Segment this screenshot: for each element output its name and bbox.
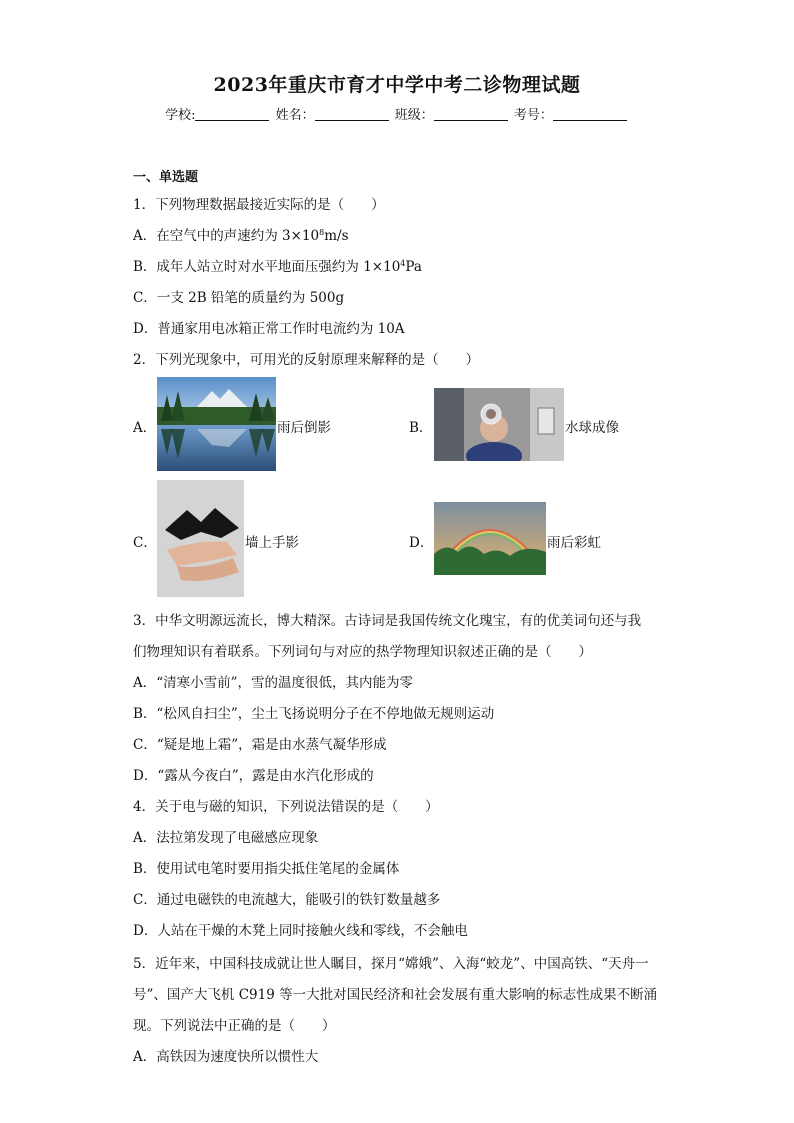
q3-stem-line2: 们物理知识有着联系。下列词句与对应的热学物理知识叙述正确的是（ ） [133, 644, 592, 660]
student-info-line [0, 104, 794, 123]
q2-option-c-text: 墙上手影 [245, 535, 299, 551]
q4-option-d: D．人站在干燥的木凳上同时接触火线和零线，不会触电 [133, 923, 468, 939]
school-label: 学校: [165, 108, 196, 123]
q1-option-d: D．普通家用电冰箱正常工作时电流约为 10A [133, 321, 405, 337]
q1-stem: 1．下列物理数据最接近实际的是（ ） [133, 197, 385, 213]
q3-option-a: A．“清寒小雪前”，雪的温度很低，其内能为零 [133, 675, 414, 691]
q3-option-d: D．“露从今夜白”，露是由水汽化形成的 [133, 768, 374, 784]
q5-option-a: A．高铁因为速度快所以惯性大 [133, 1049, 319, 1065]
q5-stem-line1: 5．近年来，中国科技成就让世人瞩目，探月“嫦娥”、入海“蛟龙”、中国高铁、“天舟一 [133, 956, 649, 972]
name-label: 姓名： [275, 108, 315, 123]
q4-option-a: A．法拉第发现了电磁感应现象 [133, 830, 319, 846]
reflection-photo [157, 377, 276, 471]
hand-shadow-photo [157, 480, 244, 597]
q2-option-a-letter: A． [133, 420, 157, 436]
q2-option-b-text: 水球成像 [565, 420, 619, 436]
q2-option-b-letter: B． [409, 420, 433, 436]
section-heading: 一、单选题 [133, 170, 199, 185]
q1-option-a: A．在空气中的声速约为 $3\times 10^8m/s$ [133, 228, 349, 244]
q3-option-c: C．“疑是地上霜”，霜是由水蒸气凝华形成 [133, 737, 387, 753]
q3-option-b: B．“松风自扫尘”，尘土飞扬说明分子在不停地做无规则运动 [133, 706, 495, 722]
exam-number-label: 考号： [513, 108, 553, 123]
rainbow-photo [434, 502, 546, 575]
exam-number-blank [553, 108, 627, 121]
q4-stem: 4．关于电与磁的知识，下列说法错误的是（ ） [133, 799, 439, 815]
q2-option-a-text: 雨后倒影 [277, 420, 331, 436]
class-label: 班级： [394, 108, 434, 123]
q5-stem-line3: 现。下列说法中正确的是（ ） [133, 1018, 336, 1034]
q4-option-b: B．使用试电笔时要用指尖抵住笔尾的金属体 [133, 861, 400, 877]
water-ball-photo [434, 388, 564, 461]
q3-stem-line1: 3．中华文明源远流长，博大精深。古诗词是我国传统文化瑰宝，有的优美词句还与我 [133, 613, 642, 629]
q2-option-d-text: 雨后彩虹 [547, 535, 601, 551]
class-blank [434, 108, 508, 121]
q1-option-b: B．成年人站立时对水平地面压强约为 $1\times 10^4Pa$ [133, 259, 422, 275]
school-blank [195, 108, 269, 121]
q2-option-c-letter: C． [133, 535, 157, 551]
page-title: 2023年重庆市育才中学中考二诊物理试题 [213, 74, 581, 96]
q2-option-d-letter: D． [409, 535, 434, 551]
q5-stem-line2: 号”、国产大飞机 C919 等一大批对国民经济和社会发展有重大影响的标志性成果不断涌 [133, 987, 658, 1003]
q4-option-c: C．通过电磁铁的电流越大，能吸引的铁钉数量越多 [133, 892, 441, 908]
q1-option-c: C．一支 2B 铅笔的质量约为 500g [133, 290, 345, 306]
name-blank [315, 108, 389, 121]
q2-stem: 2．下列光现象中，可用光的反射原理来解释的是（ ） [133, 352, 480, 368]
